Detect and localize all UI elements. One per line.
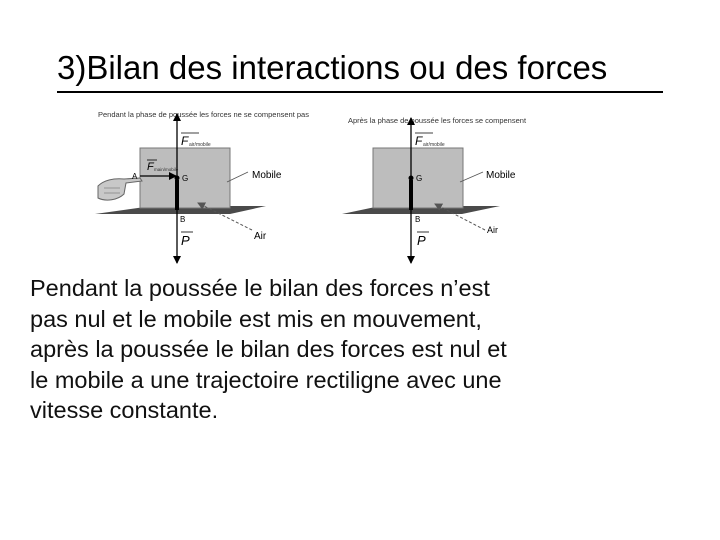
right-base-label: B xyxy=(415,215,421,224)
diagram-right xyxy=(342,116,527,263)
body-line: pas nul et le mobile est mis en mouvement, xyxy=(30,305,482,332)
body-line: Pendant la poussée le bilan des forces n’est xyxy=(30,275,490,301)
right-air-label: Air xyxy=(487,225,498,235)
right-force-top-sub: air/mobile xyxy=(423,142,445,148)
body-line: après la poussée le bilan des forces est nul et xyxy=(30,336,507,362)
right-weight-label: P xyxy=(417,233,426,248)
left-center-point xyxy=(175,176,180,181)
force-diagram-svg xyxy=(90,108,535,265)
left-base-label: B xyxy=(180,215,186,224)
diagram-left xyxy=(95,110,309,263)
right-force-top-label: F xyxy=(415,134,423,148)
right-center-label: G xyxy=(416,174,423,183)
body-line: vitesse constante. xyxy=(30,397,219,423)
left-caption: Pendant la phase de poussée les forces ne se compensent pas xyxy=(98,110,309,119)
left-weight-label: P xyxy=(181,233,190,248)
left-push-force-sub: main/mobile xyxy=(154,167,179,172)
right-center-point xyxy=(409,176,414,181)
right-mobile-label: Mobile xyxy=(486,170,516,181)
left-push-label: A xyxy=(132,172,138,181)
left-center-label: G xyxy=(182,174,189,183)
body-paragraph xyxy=(30,273,670,426)
body-line: le mobile a une trajectoire rectiligne avec une xyxy=(30,366,502,393)
left-force-top-sub: air/mobile xyxy=(189,142,211,148)
right-caption: Après la phase de poussée les forces se compensent xyxy=(348,116,527,125)
left-mobile-label: Mobile xyxy=(252,170,282,181)
hand-icon xyxy=(98,178,142,200)
left-air-label: Air xyxy=(254,231,267,242)
left-force-top-label: F xyxy=(181,134,189,148)
force-diagram xyxy=(90,108,535,265)
title-underline xyxy=(57,91,663,93)
left-push-force-label: F xyxy=(147,161,154,173)
slide-title: 3)Bilan des interactions ou des forces xyxy=(57,49,608,86)
